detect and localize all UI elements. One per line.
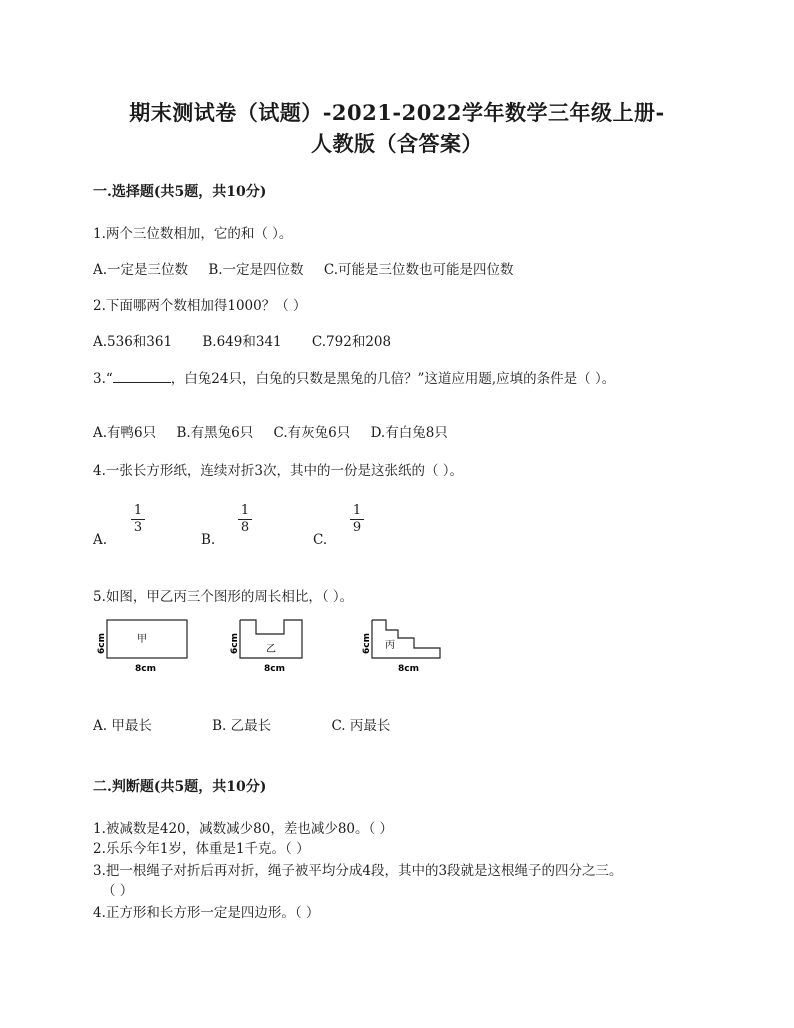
q3-blank[interactable] <box>113 370 171 383</box>
figure-jia-height-label: 6cm <box>97 633 107 654</box>
section2-heading: 二.判断题(共5题，共10分) <box>93 779 267 795</box>
q3-option-b[interactable]: B.有黑兔6只 <box>176 425 254 441</box>
q3-text-prefix: 3.“ <box>93 371 113 387</box>
q1-option-a[interactable]: A.一定是三位数 <box>93 262 189 278</box>
figure-jia <box>93 618 193 678</box>
figure-yi-name: 乙 <box>266 644 276 655</box>
figure-jia-name: 甲 <box>137 634 147 645</box>
figure-yi <box>226 618 326 678</box>
q1-options <box>93 258 514 278</box>
q4-option-a-fraction <box>131 504 145 535</box>
page-title-line1: 期末测试卷（试题）-2021-2022学年数学三年级上册- <box>129 100 665 125</box>
figure-bing-width-label: 8cm <box>398 664 419 674</box>
q5-options <box>93 714 390 734</box>
judge-item-3-bracket[interactable]: （ ） <box>102 883 134 899</box>
figure-yi-width-label: 8cm <box>264 664 285 674</box>
fraction-denominator: 3 <box>133 520 143 535</box>
judge-item-3: 3.把一根绳子对折后再对折，绳子被平均分成4段，其中的3段就是这根绳子的四分之三。 <box>93 863 623 879</box>
q3-option-a[interactable]: A.有鸭6只 <box>93 425 157 441</box>
figure-bing-name: 丙 <box>385 640 395 651</box>
figure-bing-outline <box>372 620 440 658</box>
q2-text: 2.下面哪两个数相加得1000？（ ） <box>93 298 307 314</box>
q3-text-suffix: ，白兔24只，白兔的只数是黑兔的几倍？”这道应用题,应填的条件是（ ）。 <box>170 371 616 387</box>
q3-options <box>93 421 448 441</box>
fraction-numerator: 1 <box>240 503 250 518</box>
q5-option-c[interactable]: C. 丙最长 <box>331 718 391 734</box>
fraction-numerator: 1 <box>133 503 143 518</box>
judge-item-4: 4.正方形和长方形一定是四边形。（ ） <box>93 905 320 921</box>
q4-option-a-label[interactable]: A. <box>93 532 108 548</box>
fraction-denominator: 9 <box>352 520 362 535</box>
q2-option-a[interactable]: A.536和361 <box>93 334 173 350</box>
q1-text: 1.两个三位数相加，它的和（ ）。 <box>93 226 293 242</box>
judge-item-2: 2.乐乐今年1岁，体重是1千克。（ ） <box>93 841 310 857</box>
figure-bing <box>358 618 458 678</box>
q5-option-b[interactable]: B. 乙最长 <box>212 718 272 734</box>
q2-option-c[interactable]: C.792和208 <box>311 334 392 350</box>
fraction-numerator: 1 <box>352 503 362 518</box>
q4-option-b-fraction <box>238 504 252 535</box>
figure-yi-height-label: 6cm <box>230 633 240 654</box>
q4-option-c-label[interactable]: C. <box>313 532 328 548</box>
q5-option-a[interactable]: A. 甲最长 <box>93 718 152 734</box>
section1-heading: 一.选择题(共5题，共10分) <box>93 184 267 200</box>
page-title-line2: 人教版（含答案） <box>311 131 483 156</box>
q3-text <box>93 367 615 387</box>
judge-item-1: 1.被减数是420，减数减少80，差也减少80。（ ） <box>93 821 394 837</box>
figure-bing-height-label: 6cm <box>362 633 372 654</box>
q4-option-b-label[interactable]: B. <box>201 532 216 548</box>
q1-option-b[interactable]: B.一定是四位数 <box>208 262 304 278</box>
q2-option-b[interactable]: B.649和341 <box>202 334 282 350</box>
q3-option-c[interactable]: C.有灰兔6只 <box>273 425 351 441</box>
figure-jia-width-label: 8cm <box>135 664 156 674</box>
q1-option-c[interactable]: C.可能是三位数也可能是四位数 <box>323 262 514 278</box>
q4-option-c-fraction <box>350 504 364 535</box>
q2-options <box>93 330 391 350</box>
q3-option-d[interactable]: D.有白兔8只 <box>370 425 448 441</box>
q5-text: 5.如图，甲乙丙三个图形的周长相比，（ ）。 <box>93 589 354 605</box>
q4-text: 4.一张长方形纸，连续对折3次，其中的一份是这张纸的（ ）。 <box>93 463 464 479</box>
figure-jia-rect <box>107 620 187 658</box>
fraction-denominator: 8 <box>240 520 250 535</box>
